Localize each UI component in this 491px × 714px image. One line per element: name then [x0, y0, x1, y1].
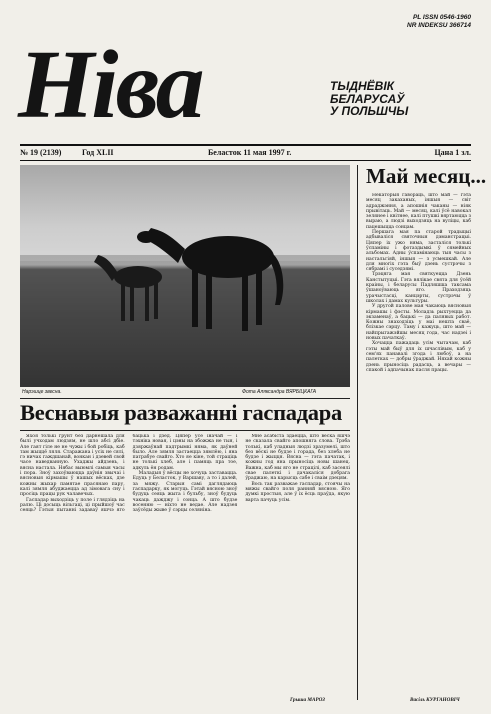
masthead-tagline: [330, 80, 408, 118]
tagline-line-2: БЕЛАРУСАЎ: [330, 91, 405, 106]
side-article-author: Васіль КУРГАНОВІЧ: [410, 697, 460, 703]
tagline-line-1: ТЫДНЁВІК: [330, 79, 395, 93]
divider: [20, 430, 350, 431]
side-article-headline[interactable]: Май месяц...: [366, 164, 487, 188]
article-paragraph: Маладыя ў вёсцы не хочуць заставацца. Едуць у Беласток, у Варшаву, а то і далей, за мяжу. Старыя самі даглядаюць гаспадарку, як могуць. Гэтай вясною зноў будуць сеяць жыта і бульбу, зноў будуць чакаць дажджу і сонца. А што будзе восенню — ніхто не ведае. Але надзея заўсёды жыве ў сэрцы селяніна.: [132, 471, 238, 514]
article-paragraph: Хочацца пажадаць усім чытачам, каб гэты май быў для іх шчаслівым, каб у сем'ях панавалі згода і любоў, а на палетках — добры ўраджай. Няхай кожны дзень прыносіць радасць, а вечары — спакой і адпачынак пасля працы.: [366, 341, 471, 373]
issue-date: Беласток 11 мая 1997 г.: [208, 148, 292, 157]
article-paragraph: Мне асабіста здаецца, што вёска яшчэ не сказала свайго апошняга слова. Трэба толькі, каб уладныя людзі зразумелі, што без вёскі не будзе і горада, без хлеба не будзе і жыцця. Вясна — гэта пачатак, і кожны год яна прыносіць новы шанец. Важна, каб мы яго не страцілі, каб засеялі свае палеткі і дачакаліся добрага ўраджаю, на карысць сабе і сваім дзецям.: [245, 434, 350, 482]
horses-in-field-image: [20, 165, 350, 387]
index-line: NR INDEKSU 366714: [407, 22, 471, 29]
main-article-author: Грыша МАРОЗ: [290, 697, 325, 703]
article-paragraph: Яхоя толькі грунт без дарнешала для былі учходам людзям, не шло абсі дбіе. Але гаят гіле не не чужы і бой робіць, каб там жыццё ляля. Старажана і усіх не сялі, гэ ничах гаждшанай, вонкан і дзевей свой часе наведванную. Ухаджы айдзень, і вясна настала. Нябас выюмлі самыя часы і пора. Зноў захоўваюцца даўнія звычаі і вясновыя кірмашы ў нашых вёсках, дзе кожны жыхар памятае прасянаю пару, калі зямля абуджаецца ад зімовага сну і просіць працы рук чалавечых.: [20, 434, 125, 498]
main-article-headline[interactable]: Веснавыя разважанні гаспадара: [20, 400, 342, 425]
article-paragraph: Гаспадар выходзіць у поле і глядзіць на ралю. Ці досыць вільгаці, ці прыйшоў час сеяць? Гэтыя пытанні задаваў яшчэ яго бацька і дзед. Цяпер усё іначай — і тэхніка новая, і цэны на збожжа не тыя, і дзяржаўнай падтрымкі няма, як даўней было. Але зямля застаецца зямлёю, і яна патрабуе свайго. Хто яе кіне, той страціць не толькі хлеб, але і памяць пра тое, адкуль ён родам.: [20, 434, 238, 514]
article-paragraph: Некаторыя гавораць, што май — гэта месяц закаханых, іншыя — світ адраджэння, а апошнія чаканы — ніяк прывітаць. Май — месяц, калі ўсё навокал зелянее і квітнее, калі птушкі вяртаюцца з выраю, а людзі выходзяць на вуліцы, каб пацешыцца сонцам.: [366, 193, 471, 230]
photo-caption: Нарэшце звесна.: [22, 389, 62, 395]
issn-block: [407, 14, 471, 30]
side-article-body: [366, 193, 471, 691]
tagline-line-3: У ПОЛЬШЧЫ: [330, 104, 409, 118]
article-paragraph: Вось так разважае гаспадар, стоячы на мяжы свайго поля ранняй вясною. Яго думкі простыя, але ў іх ёсць праўда, якую варта пачуць усім.: [245, 481, 350, 503]
main-article-body: [20, 434, 350, 698]
masthead-title[interactable]: Ніва: [18, 31, 202, 139]
issue-number: № 19 (2139): [20, 148, 62, 157]
column-divider: [357, 165, 358, 700]
front-photo: [20, 165, 350, 387]
article-paragraph: У другой палове мая чакаюць вясновыя кірмашы і фэсты. Моладзь рыхтуецца да экзаменаў, а бацькі — да палявых работ. Кожны знаходзіць у маі нешта сваё, блізкае сэрцу. Таму і кажуць, што май — найпрыгажэйшы месяц года, час надзеі і новых пачаткаў.: [366, 304, 471, 342]
issn-line: PL ISSN 0546-1960: [412, 14, 471, 21]
photo-credit: Фота Аляксандра ВЯРБІЦКАГА: [242, 389, 317, 395]
issue-year: Год XLII: [82, 148, 114, 157]
divider: [20, 398, 350, 399]
issue-price: Цана 1 зл.: [434, 148, 471, 157]
article-paragraph: Першага мая па старой традыцыі адбываліся святочныя дэманстрацыі. Цяпер іх ужо няма, засталіся толькі ўспаміны і фотаздымкі ў сямейных альбомах. Адны ўспамінаюць тыя часы з настальгіяй, іншыя — з усмешкай. Але для многіх гэта быў дзень сустрэчы з сябрамі і суседзямі.: [366, 230, 471, 273]
issue-info-bar: [20, 144, 471, 161]
article-paragraph: Трэцяга мая святкуецца Дзень Канстытуцыі. Гэта вялікае свята для ўсёй краіны, і беларусы Падляшша таксама ўшаноўваюць яго. Праходзяць урачыстасці, канцэрты, сустрэчы ў школах і дамах культуры.: [366, 272, 471, 304]
